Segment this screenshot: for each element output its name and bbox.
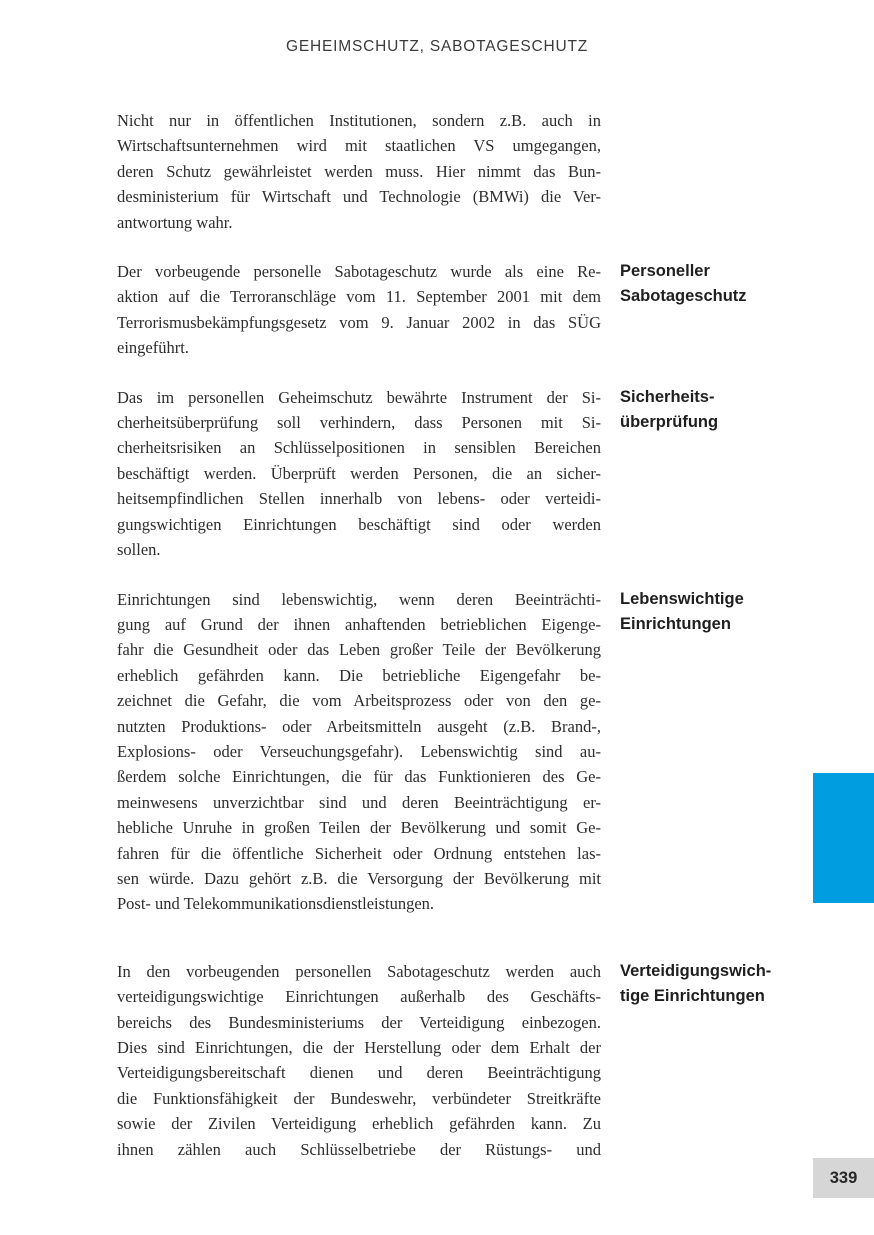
margin-note-line: tige Einrichtungen: [620, 987, 765, 1006]
margin-note-line: Verteidigungswich-: [620, 961, 772, 980]
body-line: bereichs des Bundesministeriums der Verteidigung einbezogen.: [117, 1012, 601, 1032]
body-line: die Funktionsfähigkeit der Bundeswehr, verbündeter Streitkräfte: [117, 1088, 601, 1108]
body-line: Explosions- oder Verseuchungsgefahr). Lebenswichtig sind au-: [117, 741, 601, 761]
margin-note: [620, 259, 870, 310]
body-text-column: [117, 108, 772, 1186]
body-line: desministerium für Wirtschaft und Technologie (BMWi) die Ver-: [117, 187, 601, 207]
body-paragraph: [117, 259, 601, 361]
body-line: aktion auf die Terroranschläge vom 11. September 2001 mit dem: [117, 287, 601, 307]
body-line: sowie der Zivilen Verteidigung erheblich gefährden kann. Zu: [117, 1114, 601, 1134]
body-line: sen würde. Dazu gehört z.B. die Versorgung der Bevölkerung mit: [117, 868, 601, 888]
margin-note-line: Sicherheits-: [620, 387, 715, 406]
margin-note: [620, 959, 870, 1010]
body-line: meinwesens unverzichtbar sind und deren Beeinträchtigung er-: [117, 792, 601, 812]
body-line: Post- und Telekommunikationsdienstleistungen.: [117, 894, 435, 914]
body-line: nutzten Produktions- oder Arbeitsmitteln ausgeht (z.B. Brand-,: [117, 716, 601, 736]
body-paragraph: [117, 587, 601, 917]
body-line: hebliche Unruhe in großen Teilen der Bevölkerung und somit Ge-: [117, 818, 601, 838]
body-paragraph: [117, 385, 601, 563]
page-number-box: [813, 1158, 874, 1198]
body-line: Verteidigungsbereitschaft dienen und deren Beeinträchtigung: [117, 1063, 601, 1083]
body-line: Nicht nur in öffentlichen Institutionen, sondern z.B. auch in: [117, 111, 601, 130]
body-line: gungswichtigen Einrichtungen beschäftigt sind oder werden: [117, 514, 601, 534]
body-line: cherheitsrisiken an Schlüsselpositionen in sensiblen Bereichen: [117, 438, 601, 458]
body-line: verteidigungswichtige Einrichtungen außerhalb des Geschäfts-: [117, 987, 601, 1007]
paragraph-row: [117, 259, 747, 361]
margin-note-line: Einrichtungen: [620, 614, 731, 633]
body-line: In den vorbeugenden personellen Sabotageschutz werden auch: [117, 961, 601, 981]
running-head: GEHEIMSCHUTZ, SABOTAGESCHUTZ: [286, 38, 588, 55]
body-line: fahr die Gesundheit oder das Leben großer Teile der Bevölkerung: [117, 640, 601, 660]
body-line: erheblich gefährden kann. Die betriebliche Eigengefahr be-: [117, 665, 601, 685]
body-line: ßerdem solche Einrichtungen, die für das Funktionieren des Ge-: [117, 767, 601, 787]
body-line: Dies sind Einrichtungen, die der Herstellung oder dem Erhalt der: [117, 1038, 601, 1057]
body-line: ihnen zählen auch Schlüsselbetriebe der Rüstungs- und: [117, 1139, 601, 1159]
thumb-index-blue-rectangle: [813, 773, 874, 903]
body-line: cherheitsüberprüfung soll verhindern, dass Personen mit Si-: [117, 413, 601, 433]
margin-note-line: überprüfung: [620, 413, 719, 432]
body-line: deren Schutz gewährleistet werden muss. Hier nimmt das Bun-: [117, 161, 601, 181]
body-line: Der vorbeugende personelle Sabotageschutz wurde als eine Re-: [117, 262, 601, 282]
margin-note-line: Lebenswichtige: [620, 589, 744, 608]
margin-note-line: Personeller: [620, 262, 710, 281]
body-paragraph: [117, 108, 601, 235]
body-line: Das im personellen Geheimschutz bewährte Instrument der Si-: [117, 387, 601, 407]
paragraph-row: [117, 587, 744, 917]
body-paragraph: [117, 959, 601, 1162]
body-line: antwortung wahr.: [117, 212, 233, 232]
body-line: eingeführt.: [117, 338, 189, 358]
body-line: Einrichtungen sind lebenswichtig, wenn deren Beeinträchti-: [117, 589, 601, 609]
page-number: 339: [829, 1168, 858, 1187]
body-line: sollen.: [117, 540, 161, 560]
body-line: beschäftigt werden. Überprüft werden Personen, die an sicher-: [117, 463, 601, 483]
body-line: fahren für die öffentliche Sicherheit oder Ordnung entstehen las-: [117, 843, 601, 863]
margin-note: [620, 587, 870, 638]
body-line: heitsempfindlichen Stellen innerhalb von lebens- oder verteidi-: [117, 489, 601, 509]
margin-note-line: Sabotageschutz: [620, 287, 747, 306]
paragraph-row: [117, 108, 601, 235]
body-line: zeichnet die Gefahr, die vom Arbeitsprozess oder von den ge-: [117, 691, 601, 711]
body-line: gung auf Grund der ihnen anhaftenden betrieblichen Eigenge-: [117, 614, 601, 634]
margin-note: [620, 385, 870, 436]
body-line: Terrorismusbekämpfungsgesetz vom 9. Januar 2002 in das SÜG: [117, 312, 601, 332]
paragraph-row: [117, 959, 772, 1162]
paragraph-row: [117, 385, 719, 563]
body-line: Wirtschaftsunternehmen wird mit staatlichen VS umgegangen,: [117, 136, 601, 156]
